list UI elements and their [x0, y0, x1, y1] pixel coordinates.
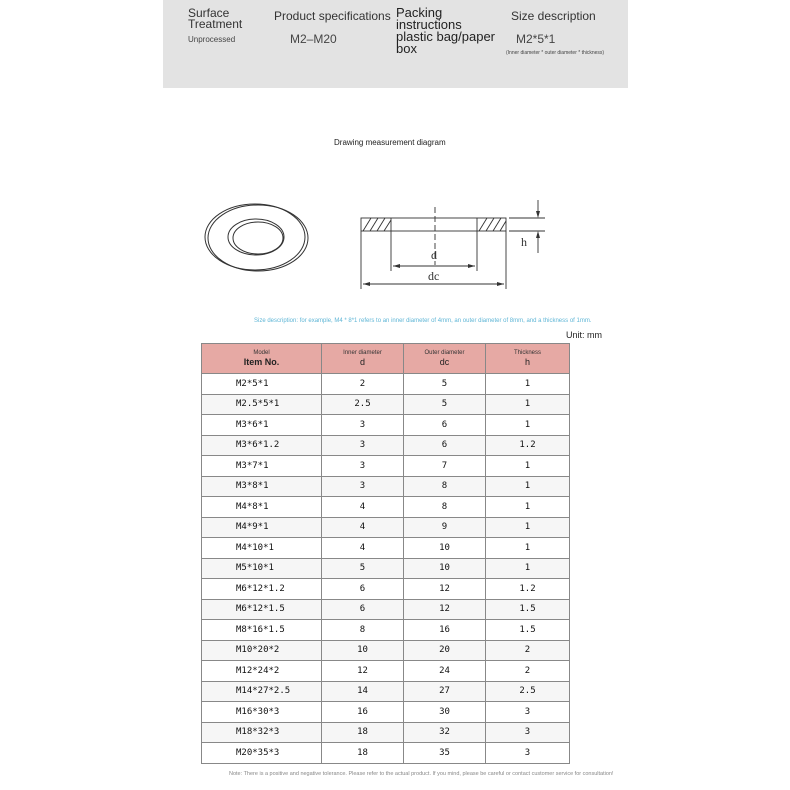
cell-outer-diameter: 12: [404, 579, 486, 600]
cell-model: M4*9*1: [202, 517, 322, 538]
product-spec-title: Product specifications: [274, 9, 391, 23]
header-inner-diameter: Inner diameter d: [322, 344, 404, 374]
table-row: [202, 558, 570, 579]
cell-thickness: 1: [486, 394, 570, 415]
packing-title: Packing instructions plastic bag/paper box: [396, 5, 496, 56]
size-title: Size description: [511, 9, 596, 23]
cell-inner-diameter: 2.5: [322, 394, 404, 415]
cell-outer-diameter: 20: [404, 640, 486, 661]
table-row: [202, 374, 570, 395]
header-thickness: Thickness h: [486, 344, 570, 374]
cell-inner-diameter: 4: [322, 497, 404, 518]
surface-title: Surface Treatment: [188, 6, 243, 31]
cell-inner-diameter: 5: [322, 558, 404, 579]
unit-label: Unit: mm: [566, 330, 602, 340]
cell-inner-diameter: 6: [322, 579, 404, 600]
table-row: [202, 497, 570, 518]
cell-thickness: 1.2: [486, 435, 570, 456]
cell-model: M20*35*3: [202, 743, 322, 764]
cell-model: M12*24*2: [202, 661, 322, 682]
cell-model: M2.5*5*1: [202, 394, 322, 415]
table-row: [202, 517, 570, 538]
table-row: [202, 681, 570, 702]
cell-outer-diameter: 16: [404, 620, 486, 641]
table-row: [202, 579, 570, 600]
cell-inner-diameter: 18: [322, 722, 404, 743]
diagram-title: Drawing measurement diagram: [334, 138, 446, 147]
cell-model: M10*20*2: [202, 640, 322, 661]
table-row: [202, 702, 570, 723]
cell-inner-diameter: 16: [322, 702, 404, 723]
cell-thickness: 1: [486, 476, 570, 497]
cell-thickness: 1: [486, 558, 570, 579]
table-header-row: [202, 344, 570, 374]
cell-thickness: 2: [486, 640, 570, 661]
cell-model: M3*6*1: [202, 415, 322, 436]
cell-inner-diameter: 3: [322, 476, 404, 497]
cell-model: M2*5*1: [202, 374, 322, 395]
cell-thickness: 1.2: [486, 579, 570, 600]
header-outer-diameter: Outer diameter dc: [404, 344, 486, 374]
cell-inner-diameter: 12: [322, 661, 404, 682]
cell-outer-diameter: 7: [404, 456, 486, 477]
h-label: h: [521, 235, 527, 249]
cell-model: M3*8*1: [202, 476, 322, 497]
cell-thickness: 3: [486, 743, 570, 764]
table-row: [202, 435, 570, 456]
table-row: [202, 661, 570, 682]
cell-model: M14*27*2.5: [202, 681, 322, 702]
cell-outer-diameter: 5: [404, 394, 486, 415]
cell-outer-diameter: 10: [404, 558, 486, 579]
table-row: [202, 599, 570, 620]
cell-outer-diameter: 10: [404, 538, 486, 559]
cell-model: M5*10*1: [202, 558, 322, 579]
cell-outer-diameter: 27: [404, 681, 486, 702]
dc-label: dc: [428, 269, 440, 283]
product-spec-value: M2–M20: [290, 32, 337, 46]
cell-model: M4*10*1: [202, 538, 322, 559]
cell-model: M3*6*1.2: [202, 435, 322, 456]
cell-outer-diameter: 35: [404, 743, 486, 764]
cell-thickness: 1: [486, 497, 570, 518]
size-description-note: Size description: for example, M4 * 8*1 refers to an inner diameter of 4mm, an outer diameter of 8mm, and a thickness of 1mm.: [254, 318, 592, 324]
cell-inner-diameter: 2: [322, 374, 404, 395]
table-row: [202, 476, 570, 497]
cell-thickness: 1: [486, 517, 570, 538]
cell-model: M8*16*1.5: [202, 620, 322, 641]
cell-thickness: 1: [486, 538, 570, 559]
spec-table: [201, 343, 570, 764]
table-row: [202, 456, 570, 477]
cell-thickness: 3: [486, 702, 570, 723]
cell-outer-diameter: 8: [404, 497, 486, 518]
cell-model: M16*30*3: [202, 702, 322, 723]
cell-inner-diameter: 18: [322, 743, 404, 764]
cell-thickness: 1: [486, 456, 570, 477]
cell-outer-diameter: 24: [404, 661, 486, 682]
cell-inner-diameter: 4: [322, 517, 404, 538]
table-row: [202, 743, 570, 764]
cell-inner-diameter: 6: [322, 599, 404, 620]
table-row: [202, 538, 570, 559]
cell-model: M6*12*1.2: [202, 579, 322, 600]
washer-diagram: [195, 185, 555, 295]
cell-inner-diameter: 3: [322, 456, 404, 477]
cell-model: M6*12*1.5: [202, 599, 322, 620]
cell-outer-diameter: 6: [404, 415, 486, 436]
table-row: [202, 722, 570, 743]
cell-outer-diameter: 5: [404, 374, 486, 395]
size-note: (Inner diameter * outer diameter * thickness): [506, 50, 605, 56]
cell-outer-diameter: 32: [404, 722, 486, 743]
cell-thickness: 1.5: [486, 599, 570, 620]
cell-model: M3*7*1: [202, 456, 322, 477]
cell-thickness: 2: [486, 661, 570, 682]
header-model: Model Item No.: [202, 344, 322, 374]
table-row: [202, 415, 570, 436]
table-row: [202, 620, 570, 641]
cell-inner-diameter: 14: [322, 681, 404, 702]
washer-3d-drawing: [205, 204, 308, 271]
cell-thickness: 3: [486, 722, 570, 743]
cell-inner-diameter: 3: [322, 435, 404, 456]
cell-inner-diameter: 3: [322, 415, 404, 436]
footer-note: Note: There is a positive and negative tolerance. Please refer to the actual product. If you mind, please be careful or contact customer service for consultation!: [229, 771, 614, 777]
cell-model: M4*8*1: [202, 497, 322, 518]
cell-outer-diameter: 12: [404, 599, 486, 620]
cell-thickness: 1: [486, 415, 570, 436]
table-row: [202, 394, 570, 415]
surface-value: Unprocessed: [188, 35, 236, 44]
cell-outer-diameter: 9: [404, 517, 486, 538]
size-value: M2*5*1: [516, 32, 556, 46]
cell-inner-diameter: 10: [322, 640, 404, 661]
cell-outer-diameter: 6: [404, 435, 486, 456]
table-row: [202, 640, 570, 661]
cell-inner-diameter: 8: [322, 620, 404, 641]
cell-thickness: 1.5: [486, 620, 570, 641]
cell-outer-diameter: 8: [404, 476, 486, 497]
spec-table-body: [202, 374, 570, 764]
cell-thickness: 1: [486, 374, 570, 395]
d-label: d: [431, 248, 437, 262]
cell-inner-diameter: 4: [322, 538, 404, 559]
washer-section-drawing: [361, 200, 545, 289]
cell-thickness: 2.5: [486, 681, 570, 702]
cell-outer-diameter: 30: [404, 702, 486, 723]
cell-model: M18*32*3: [202, 722, 322, 743]
